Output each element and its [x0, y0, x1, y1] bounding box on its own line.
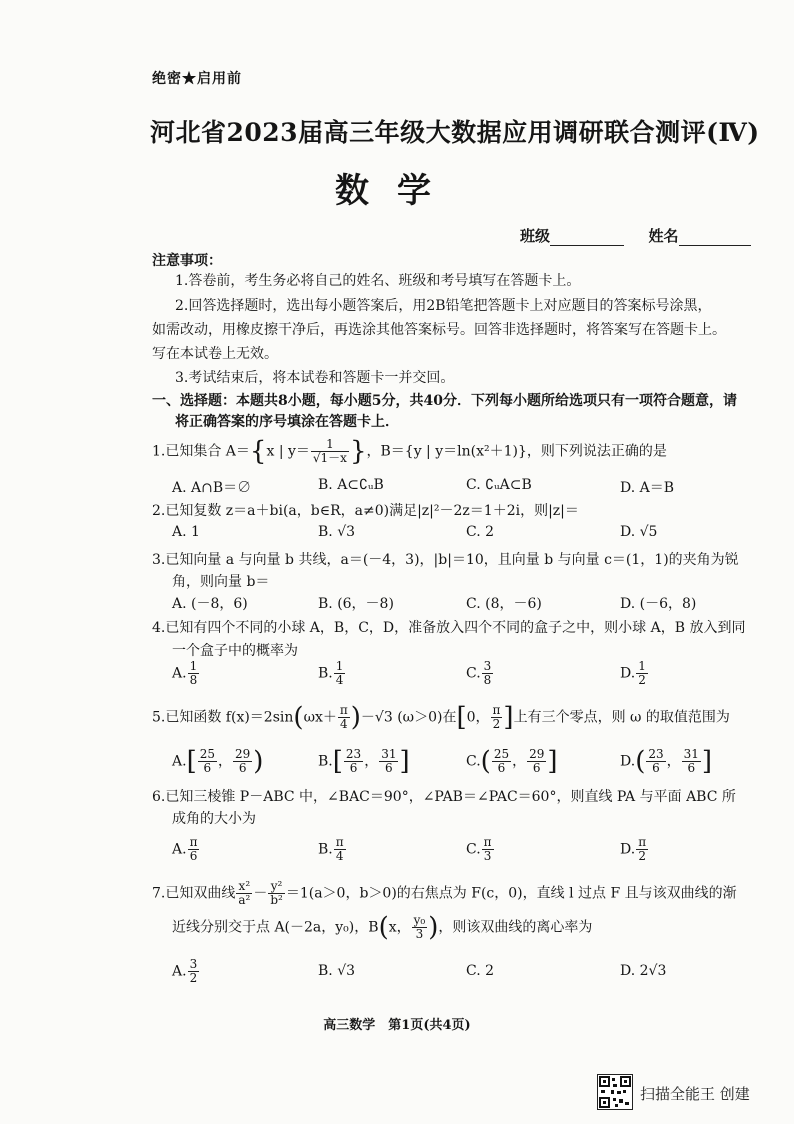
q5-option-d: D.( $\frac{23}{6}$ ， $\frac{31}{6}$ ] — [620, 746, 713, 777]
q1-option-d: D. A＝B — [620, 480, 675, 496]
fraction: $\frac{1}{√1-x}$ — [312, 437, 347, 465]
exam-title: 河北省2023届高三年级大数据应用调研联合测评(Ⅳ) — [150, 118, 760, 147]
q2-option-a: A. 1 — [172, 524, 200, 540]
q4-option-a: A. $\frac{1}{8}$ — [172, 659, 198, 687]
note-1: 1.答卷前，考生务必将自己的姓名、班级和考号填写在答题卡上。 — [175, 273, 581, 289]
name-label: 姓名 — [648, 227, 679, 245]
q6-option-a: A. $\frac{\pi}{6}$ — [172, 835, 198, 863]
q6-option-d: D. $\frac{\pi}{2}$ — [620, 835, 647, 863]
question-3-stem: 3.已知向量 a 与向量 b 共线，a＝(－4，3)，|b|＝10，且向量 b 与向量 c＝(1，1)的夹角为锐 — [152, 552, 739, 568]
class-name-row — [520, 225, 751, 246]
q2-option-c: C. 2 — [466, 524, 495, 540]
class-label: 班级 — [520, 227, 551, 245]
section-heading-cont: 将正确答案的序号填涂在答题卡上． — [175, 414, 399, 430]
notes-heading: 注意事项： — [152, 253, 222, 269]
q2-option-b: B. √3 — [318, 524, 356, 540]
q6-option-c: C. $\frac{\pi}{3}$ — [466, 835, 492, 863]
note-2-cont: 如需改动，用橡皮擦干净后，再选涂其他答案标号。回答非选择题时，将答案写在答题卡上。 — [152, 322, 726, 338]
question-7-stem: 7.已知双曲线 $\frac{\text{x²}}{\text{a²}}$ － $\frac{\text{y²}}{\text{b²}}$ ＝1(a＞0，b＞0)的右焦点为 F(c，0)，直线 l 过点 F 且与该双曲线的渐 — [152, 879, 737, 907]
q3-option-a: A. (－8，6) — [172, 596, 248, 612]
question-4-stem: 4.已知有四个不同的小球 A，B，C，D，准备放入四个不同的盒子之中，则小球 A，B 放入到同 — [152, 620, 746, 636]
q7-option-a: A. $\frac{3}{2}$ — [172, 957, 198, 985]
question-2-stem: 2.已知复数 z＝a＋bi(a，b∈R，a≠0)满足|z|²－2z＝1＋2i，则|z|＝ — [152, 503, 579, 519]
question-5-stem: 5.已知函数 f(x)＝2sin(ωx＋ $\frac{\pi}{4}$ )－√3 (ω＞0)在[0， $\frac{\pi}{2}$ ]上有三个零点，则 ω 的取值范围为 — [152, 702, 730, 733]
name-blank — [679, 245, 751, 246]
q5-option-a: A.[ $\frac{25}{6}$ ， $\frac{29}{6}$ ) — [172, 746, 264, 777]
q1-option-a: A. A∩B＝∅ — [172, 480, 252, 496]
scanner-watermark: 扫描全能王 创建 — [640, 1085, 750, 1103]
question-7-stem-cont: 近线分别交于点 A(－2a，y₀)，B(x， $\frac{\text{y₀}}{3}$ )，则该双曲线的离心率为 — [172, 912, 593, 943]
question-6-stem-cont: 成角的大小为 — [172, 811, 256, 827]
q7-option-b: B. √3 — [318, 963, 356, 979]
page-footer: 高三数学 第1页(共4页) — [323, 1018, 471, 1033]
q4-option-c: C. $\frac{3}{8}$ — [466, 659, 492, 687]
note-3: 3.考试结束后，将本试卷和答题卡一并交回。 — [175, 370, 455, 386]
note-2: 2.回答选择题时，选出每小题答案后，用2B铅笔把答题卡上对应题目的答案标号涂黑， — [175, 298, 712, 314]
note-2-end: 写在本试卷上无效。 — [152, 346, 278, 362]
q3-option-d: D. (－6，8) — [620, 596, 697, 612]
q4-option-d: D. $\frac{1}{2}$ — [620, 659, 646, 687]
q6-option-b: B. $\frac{\pi}{4}$ — [318, 835, 344, 863]
q3-option-c: C. (8，－6) — [466, 596, 542, 612]
q1-option-b: B. A⊂∁ᵤB — [318, 477, 384, 493]
qr-code-icon — [597, 1074, 633, 1110]
secret-label: 绝密★启用前 — [152, 71, 242, 87]
q7-option-c: C. 2 — [466, 963, 495, 979]
q5-option-c: C.( $\frac{25}{6}$ ， $\frac{29}{6}$ ] — [466, 746, 558, 777]
question-6-stem: 6.已知三棱锥 P－ABC 中，∠BAC＝90°，∠PAB＝∠PAC＝60°，则直线 PA 与平面 ABC 所 — [152, 789, 736, 805]
q7-option-d: D. 2√3 — [620, 963, 667, 979]
class-blank — [550, 245, 624, 246]
q1-option-c: C. ∁ᵤA⊂B — [466, 477, 532, 493]
section-heading: 一、选择题：本题共8小题，每小题5分，共40分．下列每小题所给选项只有一项符合题意，请 — [152, 393, 737, 409]
question-3-stem-cont: 角，则向量 b＝ — [172, 574, 270, 590]
question-1-stem: 1.已知集合 A＝{x | y＝ $\frac{1}{√1-x}$ }，B＝{y | y＝ln(x²＋1)}，则下列说法正确的是 — [152, 436, 667, 467]
q3-option-b: B. (6，－8) — [318, 596, 394, 612]
question-4-stem-cont: 一个盒子中的概率为 — [172, 643, 298, 659]
q5-option-b: B.[ $\frac{23}{6}$ ， $\frac{31}{6}$ ] — [318, 746, 410, 777]
subject-title: 数学 — [335, 171, 459, 211]
q2-option-d: D. √5 — [620, 524, 658, 540]
q4-option-b: B. $\frac{1}{4}$ — [318, 659, 344, 687]
